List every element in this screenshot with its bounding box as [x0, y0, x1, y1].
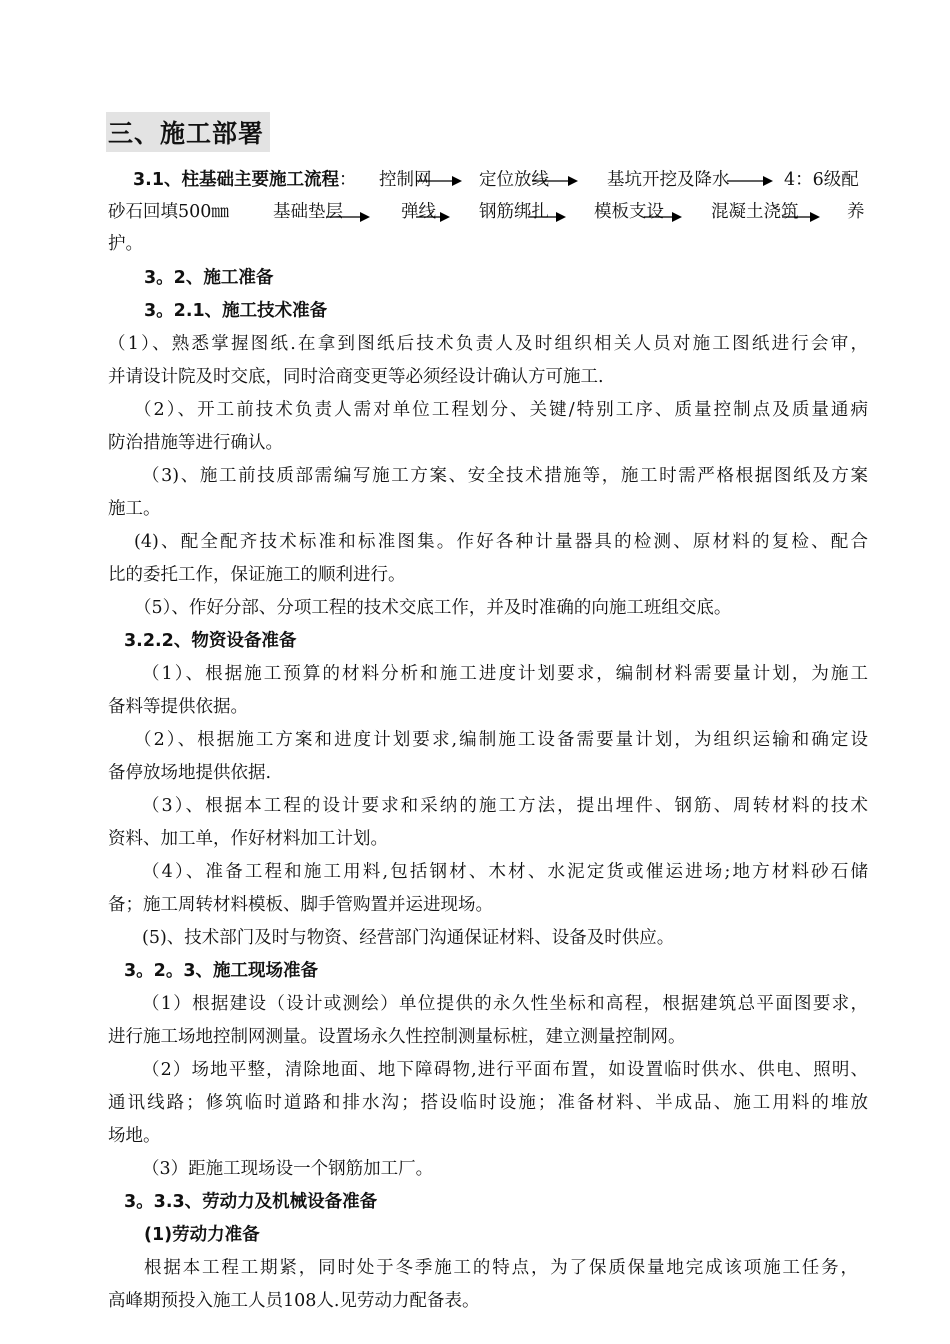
paragraph-line: （4）、准备工程和施工用料,包括钢材、木材、水泥定货或催运进场;地方材料砂石储: [142, 862, 868, 882]
paragraph-line: 并请设计院及时交底，同时洽商变更等必须经设计确认方可施工.: [108, 367, 604, 387]
flow-arrow-icon: [782, 210, 820, 224]
flow-arrow-icon: [416, 174, 462, 188]
flow-step-6: 弹线: [401, 202, 436, 222]
flow-step-3: 基坑开挖及降水: [607, 170, 730, 190]
paragraph-line: （1）根据建设（设计或测绘）单位提供的永久性坐标和高程，根据建筑总平面图要求，: [142, 994, 868, 1014]
paragraph-line: 比的委托工作，保证施工的顺利进行。: [108, 565, 406, 585]
paragraph-line: (5)、技术部门及时与物资、经营部门沟通保证材料、设备及时供应。: [142, 928, 675, 948]
flow-colon: ：: [339, 170, 357, 190]
paragraph-line: 备停放场地提供依据.: [108, 763, 272, 783]
subheading-3-2-3: 3。2。3、施工现场准备: [124, 961, 319, 981]
paragraph-line: (4)、配全配齐技术标准和标准图集。作好各种计量器具的检测、原材料的复检、配合: [134, 532, 868, 552]
flow-step-7: 钢筋绑扎: [479, 202, 549, 222]
paragraph-line: 施工。: [108, 499, 161, 519]
flow-step-5: 基础垫层: [273, 202, 343, 222]
flow-arrow-icon: [416, 210, 450, 224]
paragraph-line: （5）、作好分部、分项工程的技术交底工作，并及时准确的向施工班组交底。: [134, 598, 732, 618]
subheading-3-2-1: 3。2.1、施工技术准备: [144, 301, 328, 321]
paragraph-line: 高峰期预投入施工人员108人.见劳动力配备表。: [108, 1291, 480, 1311]
subheading-3-2: 3。2、施工准备: [144, 268, 274, 288]
flow-step-9: 混凝土浇筑: [711, 202, 799, 222]
flow-label: [133, 170, 357, 190]
flow-step-1: 控制网: [379, 170, 432, 190]
paragraph-line: 场地。: [108, 1126, 161, 1146]
paragraph-line: （3）、根据本工程的设计要求和采纳的施工方法，提出埋件、钢筋、周转材料的技术: [142, 796, 868, 816]
flow-line3: 护。: [108, 234, 143, 254]
paragraph-line: （2）、开工前技术负责人需对单位工程划分、关键/特别工序、质量控制点及质量通病: [134, 400, 868, 420]
flow-title: 3.1、柱基础主要施工流程: [133, 170, 340, 190]
paragraph-line: （2）场地平整，清除地面、地下障碍物,进行平面布置，如设置临时供水、供电、照明、: [142, 1060, 868, 1080]
paragraph-line: （3)、施工前技质部需编写施工方案、安全技术措施等，施工时需严格根据图纸及方案: [142, 466, 868, 486]
flow-arrow-icon: [326, 210, 370, 224]
flow-step-10: 养: [847, 202, 865, 222]
paragraph-line: （1）、根据施工预算的材料分析和施工进度计划要求，编制材料需要量计划，为施工: [142, 664, 868, 684]
flow-arrow-icon: [727, 174, 773, 188]
paragraph-line: （2）、根据施工方案和进度计划要求,编制施工设备需要量计划，为组织运输和确定设: [134, 730, 868, 750]
paragraph-line: 根据本工程工期紧，同时处于冬季施工的特点，为了保质保量地完成该项施工任务，: [144, 1258, 858, 1278]
paragraph-line: 备；施工周转材料模板、脚手管购置并运进现场。: [108, 895, 493, 915]
flow-step-2: 定位放线: [479, 170, 549, 190]
flow-line2-prefix: 砂石回填500㎜: [108, 202, 229, 222]
paragraph-line: 资料、加工单，作好材料加工计划。: [108, 829, 388, 849]
flow-arrow-icon: [644, 210, 682, 224]
subheading-labor: (1)劳动力准备: [144, 1225, 260, 1245]
paragraph-line: （1）、熟悉掌握图纸.在拿到图纸后技术负责人及时组织相关人员对施工图纸进行会审，: [108, 334, 868, 354]
paragraph-line: 通讯线路；修筑临时道路和排水沟；搭设临时设施；准备材料、半成品、施工用料的堆放: [108, 1093, 868, 1113]
paragraph-line: 防治措施等进行确认。: [108, 433, 283, 453]
paragraph-line: 备料等提供依据。: [108, 697, 248, 717]
subheading-3-3-3: 3。3.3、劳动力及机械设备准备: [124, 1192, 378, 1212]
flow-step-4: 4：6级配: [784, 170, 859, 190]
flow-arrow-icon: [528, 210, 566, 224]
section-heading: 三、施工部署: [106, 112, 270, 152]
paragraph-line: 进行施工场地控制网测量。设置场永久性控制测量标桩，建立测量控制网。: [108, 1027, 686, 1047]
flow-arrow-icon: [532, 174, 578, 188]
subheading-3-2-2: 3.2.2、物资设备准备: [124, 631, 297, 651]
paragraph-line: （3）距施工现场设一个钢筋加工厂。: [142, 1159, 434, 1179]
flow-step-8: 模板支设: [594, 202, 664, 222]
